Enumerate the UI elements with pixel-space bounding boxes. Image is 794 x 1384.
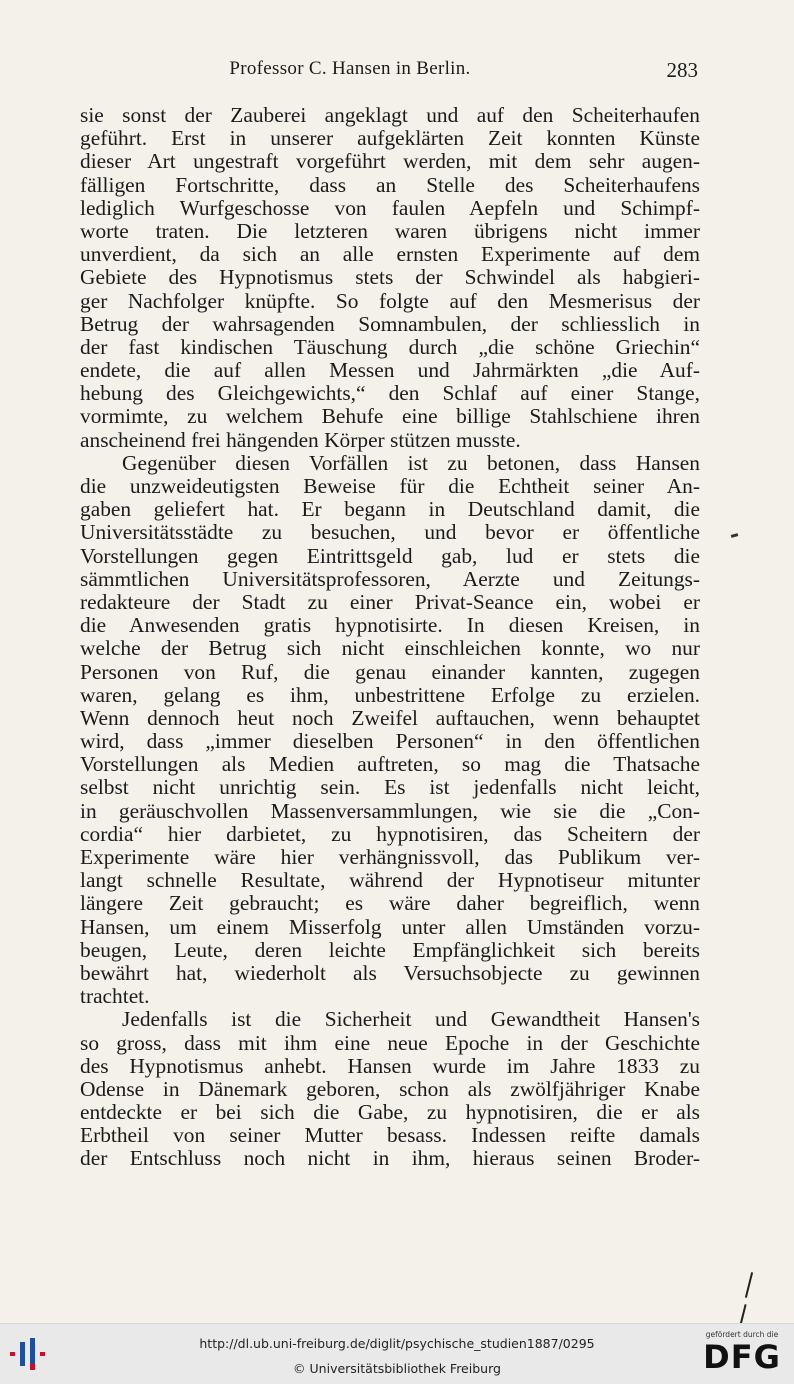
text-line: Betrug der wahrsagenden Somnambulen, der schliesslich in: [80, 312, 700, 336]
text-line: Jedenfalls ist die Sicherheit und Gewandtheit Hansen's: [122, 1008, 700, 1032]
running-title: Professor C. Hansen in Berlin.: [229, 58, 471, 79]
page-header: [80, 58, 700, 88]
text-line: Gegenüber diesen Vorfällen ist zu betonen, dass Hansen: [122, 451, 700, 475]
text-line: Vorstellungen als Medien auftreten, so mag die Thatsache: [80, 753, 700, 777]
text-line: der fast kindischen Täuschung durch „die schöne Griechin“: [80, 335, 700, 359]
text-line: vormimte, zu welchem Behufe eine billige Stahlschiene ihren: [80, 405, 700, 429]
sponsor-caption: gefördert durch die: [705, 1330, 779, 1339]
text-line: Personen von Ruf, die genau einander kannten, zugegen: [80, 660, 700, 684]
text-line: cordia“ hier darbietet, zu hypnotisiren, das Scheitern der: [80, 822, 700, 846]
text-line: worte traten. Die letzteren waren übrigens nicht immer: [80, 219, 700, 243]
text-line: der Entschluss noch nicht in ihm, hieraus seinen Broder-: [80, 1147, 700, 1171]
text-line: sämmtlichen Universitätsprofessoren, Aerzte und Zeitungs-: [80, 567, 700, 591]
body-text: [80, 104, 700, 1171]
margin-mark: [731, 533, 739, 538]
text-line: hebung des Gleichgewichts,“ den Schlaf auf einer Stange,: [80, 382, 700, 406]
text-line: so gross, dass mit ihm eine neue Epoche in der Geschichte: [80, 1031, 700, 1055]
text-line: ger Nachfolger knüpfte. So folgte auf den Mesmerisus der: [80, 289, 700, 313]
dfg-sponsor: [698, 1330, 786, 1380]
text-line: lediglich Wurfgeschosse von faulen Aepfeln und Schimpf-: [80, 196, 700, 220]
text-line: unverdient, da sich an alle ernsten Experimente auf dem: [80, 243, 700, 267]
permalink-url[interactable]: http://dl.ub.uni-freiburg.de/diglit/psychische_studien1887/0295: [199, 1336, 595, 1351]
text-line: trachtet.: [80, 985, 150, 1009]
text-line: dieser Art ungestraft vorgeführt werden, mit dem sehr augen-: [80, 150, 700, 174]
text-line: sie sonst der Zauberei angeklagt und auf den Scheiterhaufen: [80, 104, 700, 127]
text-line: selbst nicht unrichtig sein. Es ist jedenfalls nicht leicht,: [80, 776, 700, 800]
text-line: waren, gelang es ihm, unbestrittene Erfolge zu erzielen.: [80, 683, 700, 707]
text-line: des Hypnotismus anhebt. Hansen wurde im Jahre 1833 zu: [80, 1054, 700, 1078]
text-line: Vorstellungen gegen Eintrittsgeld gab, lud er stets die: [80, 544, 700, 568]
text-line: Universitätsstädte zu besuchen, und bevor er öffentliche: [80, 521, 700, 545]
text-line: die Anwesenden gratis hypnotisirte. In diesen Kreisen, in: [80, 614, 700, 638]
text-line: Hansen, um einem Misserfolg unter allen Umständen vorzu-: [80, 915, 700, 939]
pencil-mark: [745, 1272, 753, 1298]
text-line: geführt. Erst in unserer aufgeklärten Zeit konnten Künste: [80, 127, 700, 151]
viewer-footer: [0, 1323, 794, 1384]
text-line: Wenn dennoch heut noch Zweifel auftauchen, wenn behauptet: [80, 706, 700, 730]
text-line: Gebiete des Hypnotismus stets der Schwindel als habgieri-: [80, 266, 700, 290]
text-line: endete, die auf allen Messen und Jahrmärkten „die Auf-: [80, 359, 700, 383]
text-line: Experimente wäre hier verhängnissvoll, das Publikum ver-: [80, 846, 700, 869]
text-line: Erbtheil von seiner Mutter besass. Indessen reifte damals: [80, 1124, 700, 1148]
text-line: langt schnelle Resultate, während der Hypnotiseur mitunter: [80, 869, 700, 893]
text-line: in geräuschvollen Massenversammlungen, wie sie die „Con-: [80, 799, 700, 823]
text-line: Odense in Dänemark geboren, schon als zwölfjähriger Knabe: [80, 1077, 700, 1101]
dfg-logo: DFG: [703, 1338, 781, 1376]
text-line: anscheinend frei hängenden Körper stützen musste.: [80, 428, 521, 452]
text-line: redakteure der Stadt zu einer Privat-Seance ein, wobei er: [80, 590, 700, 614]
page-number: 283: [666, 58, 698, 82]
copyright-notice: © Universitätsbibliothek Freiburg: [293, 1361, 501, 1376]
text-line: welche der Betrug sich nicht einschleichen konnte, wo nur: [80, 637, 700, 661]
text-line: bewährt hat, wiederholt als Versuchsobjecte zu gewinnen: [80, 961, 700, 985]
text-line: die unzweideutigsten Beweise für die Echtheit seiner An-: [80, 475, 700, 498]
text-line: fälligen Fortschritte, dass an Stelle des Scheiterhaufens: [80, 173, 700, 197]
text-line: gaben geliefert hat. Er begann in Deutschland damit, die: [80, 498, 700, 522]
text-line: wird, dass „immer dieselben Personen“ in den öffentlichen: [80, 730, 700, 754]
text-line: längere Zeit gebraucht; es wäre daher begreiflich, wenn: [80, 892, 700, 916]
text-line: beugen, Leute, deren leichte Empfänglichkeit sich bereits: [80, 938, 700, 962]
text-line: entdeckte er bei sich die Gabe, zu hypnotisiren, die er als: [80, 1101, 700, 1125]
